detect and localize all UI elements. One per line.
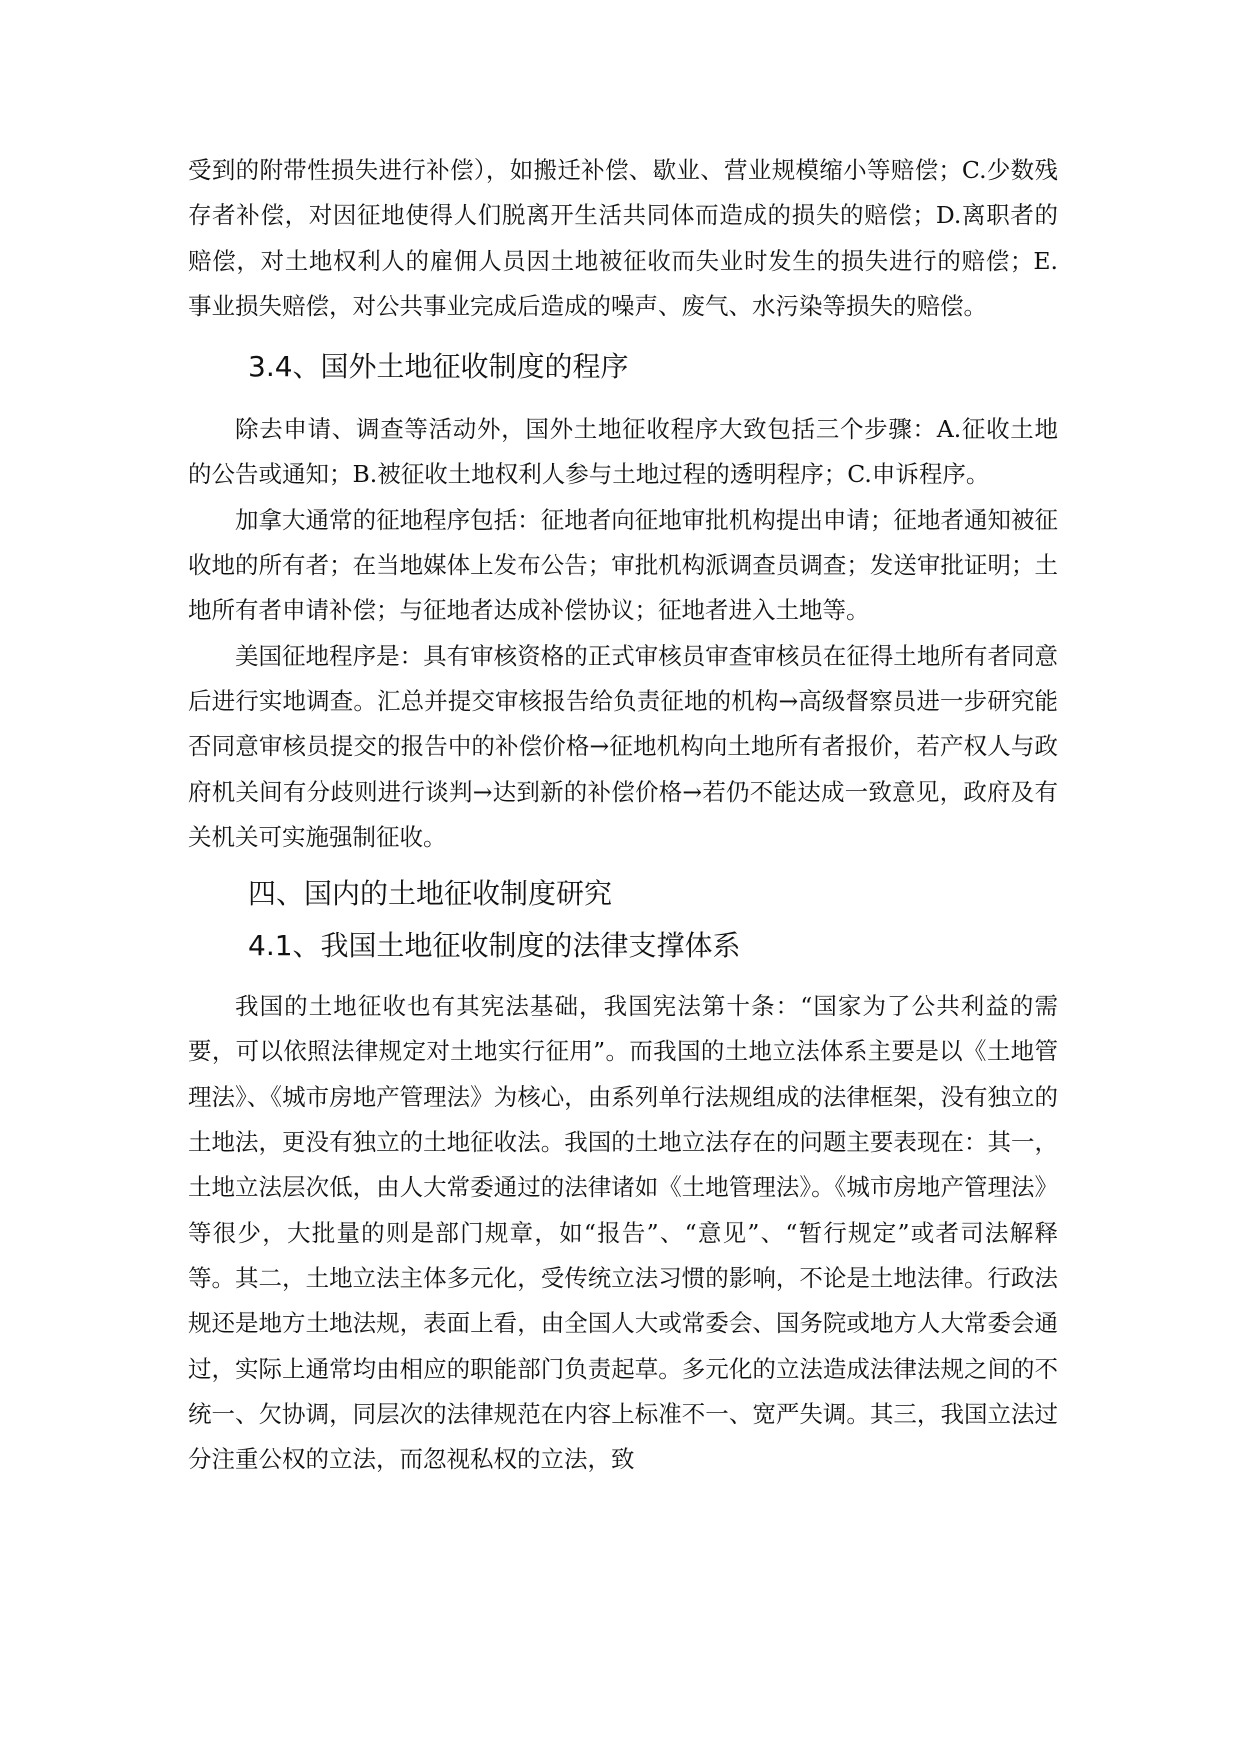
- document-page: [188, 148, 1058, 1482]
- heading-4-1: 4.1、我国土地征收制度的法律支撑体系: [248, 929, 741, 963]
- paragraph-foreign-procedure: 除去申请、调查等活动外，国外土地征收程序大致包括三个步骤：A.征收土地的公告或通知；B.被征收土地权利人参与土地过程的透明程序；C.申诉程序。: [188, 415, 1058, 489]
- heading-3-4: 3.4、国外土地征收制度的程序: [248, 350, 629, 384]
- paragraph-compensation-types: 受到的附带性损失进行补偿），如搬迁补偿、歇业、营业规模缩小等赔偿；C.少数残存者补偿，对因征地使得人们脱离开生活共同体而造成的损失的赔偿；D.离职者的赔偿，对土地权利人的雇佣人员因土地被征收而失业时发生的损失进行的赔偿；E.事业损失赔偿，对公共事业完成后造成的噪声、废气、水污染等损失的赔偿。: [188, 156, 1058, 320]
- paragraph-canada-procedure: 加拿大通常的征地程序包括：征地者向征地审批机构提出申请；征地者通知被征收地的所有者；在当地媒体上发布公告；审批机构派调查员调查；发送审批证明；土地所有者申请补偿；与征地者达成补偿协议；征地者进入土地等。: [188, 505, 1058, 625]
- paragraph-domestic-legal-basis: 我国的土地征收也有其宪法基础，我国宪法第十条：“国家为了公共利益的需要，可以依照法律规定对土地实行征用”。而我国的土地立法体系主要是以《土地管理法》、《城市房地产管理法》为核心，由系列单行法规组成的法律框架，没有独立的土地法，更没有独立的土地征收法。我国的土地立法存在的问题主要表现在：其一，土地立法层次低，由人大常委通过的法律诸如《土地管理法》。《城市房地产管理法》等很少，大批量的则是部门规章，如“报告”、“意见”、“暂行规定”或者司法解释等。其二，土地立法主体多元化，受传统立法习惯的影响，不论是土地法律。行政法规还是地方土地法规，表面上看，由全国人大或常委会、国务院或地方人大常委会通过，实际上通常均由相应的职能部门负责起草。多元化的立法造成法律法规之间的不统一、欠协调，同层次的法律规范在内容上标准不一、宽严失调。其三，我国立法过分注重公权的立法，而忽视私权的立法，致: [188, 992, 1058, 1474]
- paragraph-us-procedure: 美国征地程序是：具有审核资格的正式审核员审查审核员在征得土地所有者同意后进行实地调查。汇总并提交审核报告给负责征地的机构→高级督察员进一步研究能否同意审核员提交的报告中的补偿价格→征地机构向土地所有者报价，若产权人与政府机关间有分歧则进行谈判→达到新的补偿价格→若仍不能达成一致意见，政府及有关机关可实施强制征收。: [188, 641, 1058, 851]
- heading-4: 四、国内的土地征收制度研究: [248, 877, 613, 911]
